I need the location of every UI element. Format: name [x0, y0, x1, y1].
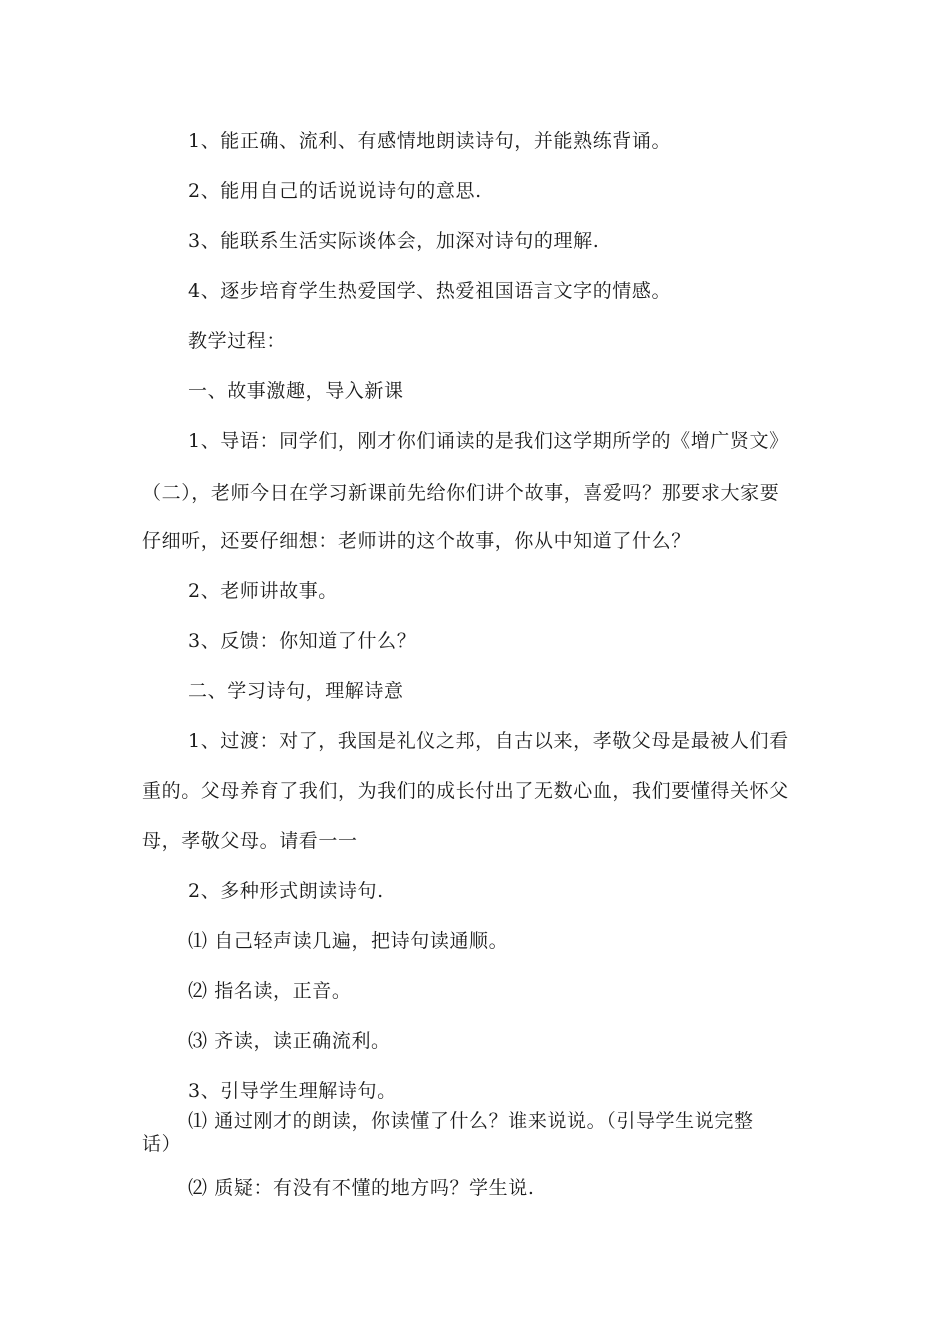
list-item-continuation: 话） — [142, 1133, 182, 1155]
list-item: ⑴ 通过刚才的朗读，你读懂了什么？谁来说说。（引导学生说完整 — [188, 1110, 754, 1132]
section-heading-process: 教学过程： — [188, 330, 287, 352]
objective-line-4: 4、逐步培育学生热爱国学、热爱祖国语言文字的情感。 — [188, 280, 672, 302]
paragraph-line: 3、引导学生理解诗句。 — [188, 1080, 397, 1102]
paragraph-line: 仔细听，还要仔细想：老师讲的这个故事，你从中知道了什么？ — [142, 530, 691, 552]
paragraph-line: 2、老师讲故事。 — [188, 580, 338, 602]
paragraph-line: 1、过渡：对了，我国是礼仪之邦，自古以来，孝敬父母是最被人们看 — [188, 730, 789, 752]
objective-line-2: 2、能用自己的话说说诗句的意思. — [188, 180, 482, 202]
paragraph-line: 2、多种形式朗读诗句. — [188, 880, 384, 902]
paragraph-line: （二），老师今日在学习新课前先给你们讲个故事，喜爱吗？那要求大家要 — [142, 482, 780, 504]
paragraph-line: 重的。父母养育了我们，为我们的成长付出了无数心血，我们要懂得关怀父 — [142, 780, 789, 802]
objective-line-3: 3、能联系生活实际谈体会，加深对诗句的理解. — [188, 230, 600, 252]
paragraph-line: 3、反馈：你知道了什么？ — [188, 630, 417, 652]
list-item: ⑵ 指名读，正音。 — [188, 980, 352, 1002]
paragraph-line: 母，孝敬父母。请看一一 — [142, 830, 358, 852]
paragraph-line: 1、导语：同学们，刚才你们诵读的是我们这学期所学的《增广贤文》 — [188, 430, 789, 452]
list-item: ⑴ 自己轻声读几遍，把诗句读通顺。 — [188, 930, 509, 952]
list-item: ⑵ 质疑：有没有不懂的地方吗？学生说. — [188, 1177, 535, 1199]
section-heading-2: 二、学习诗句，理解诗意 — [188, 680, 404, 702]
section-heading-1: 一、故事激趣，导入新课 — [188, 380, 404, 402]
objective-line-1: 1、能正确、流利、有感情地朗读诗句，并能熟练背诵。 — [188, 130, 672, 152]
list-item: ⑶ 齐读，读正确流利。 — [188, 1030, 391, 1052]
